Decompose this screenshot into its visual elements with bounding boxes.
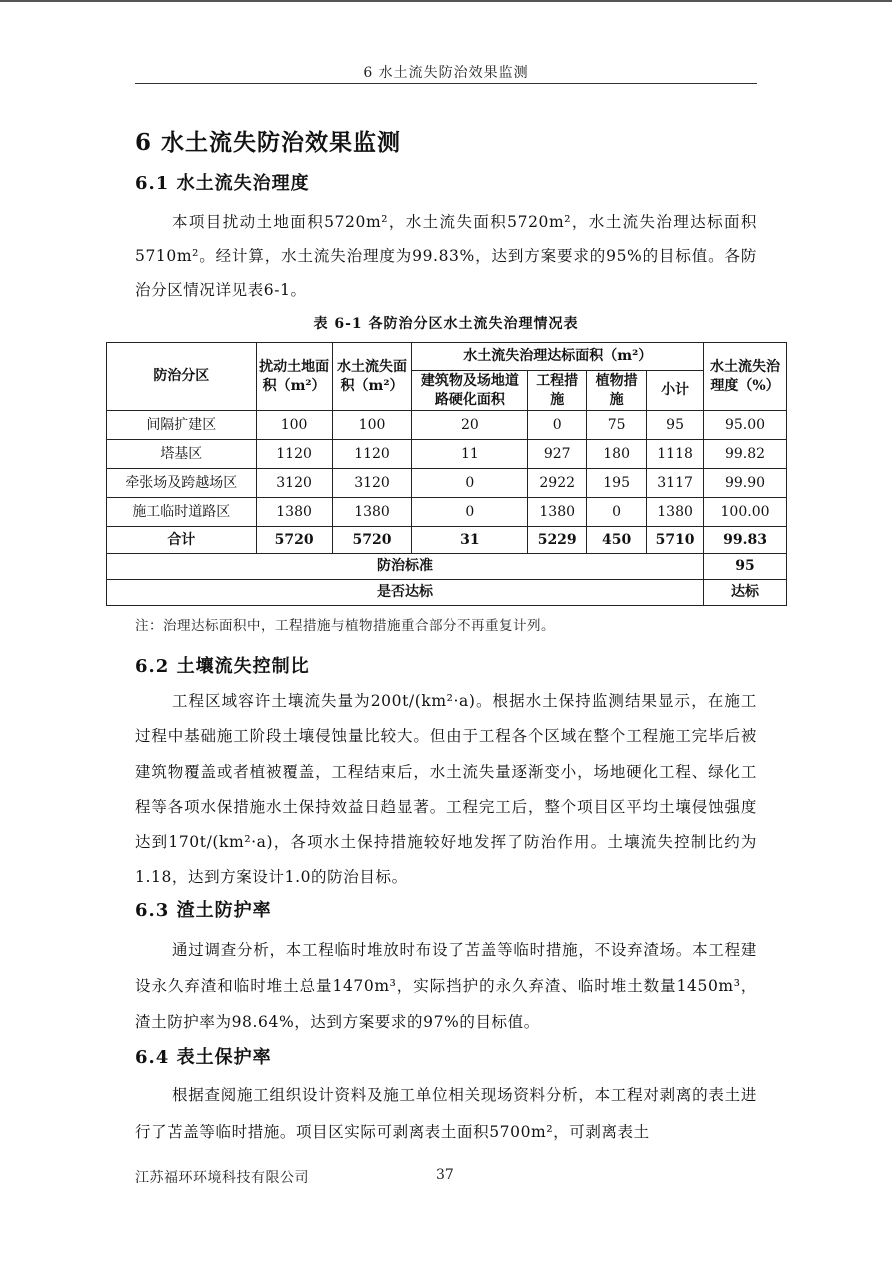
cell-disturbed: 100	[256, 411, 332, 440]
table-row	[107, 440, 787, 469]
cell-plant: 75	[587, 411, 647, 440]
table-row	[107, 411, 787, 440]
header-treatment-degree: 水土流失治理度（%）	[704, 343, 787, 411]
cell-total-plant: 450	[587, 527, 647, 554]
cell-loss: 1120	[332, 440, 412, 469]
cell-degree: 100.00	[704, 498, 787, 527]
cell-subtotal: 1380	[647, 498, 704, 527]
cell-loss: 100	[332, 411, 412, 440]
cell-loss: 1380	[332, 498, 412, 527]
cell-degree: 99.90	[704, 469, 787, 498]
cell-plant: 195	[587, 469, 647, 498]
table-total-row	[107, 527, 787, 554]
cell-total-building: 31	[412, 527, 528, 554]
section-title-6-4: 6.4 表土保护率	[135, 1047, 272, 1068]
cell-degree: 95.00	[704, 411, 787, 440]
section-title-6-1: 6.1 水土流失治理度	[135, 173, 310, 194]
cell-zone: 施工临时道路区	[107, 498, 257, 527]
table-standard-row	[107, 554, 787, 580]
cell-total-disturbed: 5720	[256, 527, 332, 554]
header-building-area: 建筑物及场地道路硬化面积	[412, 371, 528, 411]
paragraph-6-2: 工程区域容许土壤流失量为200t/(km²·a)。根据水土保持监测结果显示，在施工过程中基础施工阶段土壤侵蚀量比较大。但由于工程各个区域在整个工程施工完毕后被建筑物覆盖或者植被覆盖，工程结束后，水土流失量逐渐变小，场地硬化工程、绿化工程等各项水保措施水土保持效益日趋显著。工程完工后，整个项目区平均土壤侵蚀强度达到170t/(km²·a)，各项水土保持措施较好地发挥了防治作用。土壤流失控制比约为1.18，达到方案设计1.0的防治目标。	[135, 692, 757, 887]
cell-disturbed: 1380	[256, 498, 332, 527]
cell-disturbed: 3120	[256, 469, 332, 498]
header-treated-area: 水土流失治理达标面积（m²）	[412, 343, 704, 371]
cell-plant: 0	[587, 498, 647, 527]
cell-compliance-value: 达标	[704, 580, 787, 606]
top-border	[0, 0, 892, 2]
section-title-6-2: 6.2 土壤流失控制比	[135, 656, 310, 677]
cell-total-subtotal: 5710	[647, 527, 704, 554]
header-disturbed-area: 扰动土地面积（m²）	[256, 343, 332, 411]
cell-engineering: 1380	[528, 498, 587, 527]
chapter-title: 6 水土流失防治效果监测	[135, 129, 402, 156]
table-note: 注：治理达标面积中，工程措施与植物措施重合部分不再重复计列。	[135, 618, 555, 634]
header-rule	[135, 83, 757, 84]
cell-building: 0	[412, 469, 528, 498]
cell-total-label: 合计	[107, 527, 257, 554]
cell-standard-value: 95	[704, 554, 787, 580]
cell-engineering: 0	[528, 411, 587, 440]
table-row	[107, 469, 787, 498]
cell-building: 20	[412, 411, 528, 440]
cell-building: 11	[412, 440, 528, 469]
paragraph-6-4: 根据查阅施工组织设计资料及施工单位相关现场资料分析，本工程对剥离的表土进行了苫盖等临时措施。项目区实际可剥离表土面积5700m²，可剥离表土	[135, 1086, 757, 1141]
header-loss-area: 水土流失面积（m²）	[332, 343, 412, 411]
cell-disturbed: 1120	[256, 440, 332, 469]
header-zone: 防治分区	[107, 343, 257, 411]
cell-zone: 牵张场及跨越场区	[107, 469, 257, 498]
cell-total-loss: 5720	[332, 527, 412, 554]
cell-standard-label: 防治标准	[107, 554, 704, 580]
cell-zone: 间隔扩建区	[107, 411, 257, 440]
cell-total-degree: 99.83	[704, 527, 787, 554]
treatment-table	[106, 342, 787, 606]
table-caption: 表 6-1 各防治分区水土流失治理情况表	[313, 316, 579, 332]
cell-compliance-label: 是否达标	[107, 580, 704, 606]
cell-engineering: 927	[528, 440, 587, 469]
header-plant: 植物措施	[587, 371, 647, 411]
page-number: 37	[436, 1167, 454, 1183]
cell-loss: 3120	[332, 469, 412, 498]
cell-subtotal: 1118	[647, 440, 704, 469]
cell-building: 0	[412, 498, 528, 527]
cell-plant: 180	[587, 440, 647, 469]
paragraph-6-1: 本项目扰动土地面积5720m²，水土流失面积5720m²，水土流失治理达标面积5710m²。经计算，水土流失治理度为99.83%，达到方案要求的95%的目标值。各防治分区情况详见表6-1。	[135, 213, 757, 299]
table-compliance-row	[107, 580, 787, 606]
header-engineering: 工程措施	[528, 371, 587, 411]
cell-total-engineering: 5229	[528, 527, 587, 554]
paragraph-6-3: 通过调查分析，本工程临时堆放时布设了苫盖等临时措施，不设弃渣场。本工程建设永久弃渣和临时堆土总量1470m³，实际挡护的永久弃渣、临时堆土数量1450m³，渣土防护率为98.64%，达到方案要求的97%的目标值。	[135, 941, 757, 1031]
running-header: 6 水土流失防治效果监测	[363, 65, 529, 81]
footer-company: 江苏福环环境科技有限公司	[135, 1170, 309, 1186]
cell-subtotal: 3117	[647, 469, 704, 498]
header-subtotal: 小计	[647, 371, 704, 411]
cell-engineering: 2922	[528, 469, 587, 498]
cell-zone: 塔基区	[107, 440, 257, 469]
cell-subtotal: 95	[647, 411, 704, 440]
table-row	[107, 498, 787, 527]
cell-degree: 99.82	[704, 440, 787, 469]
section-title-6-3: 6.3 渣土防护率	[135, 900, 272, 921]
